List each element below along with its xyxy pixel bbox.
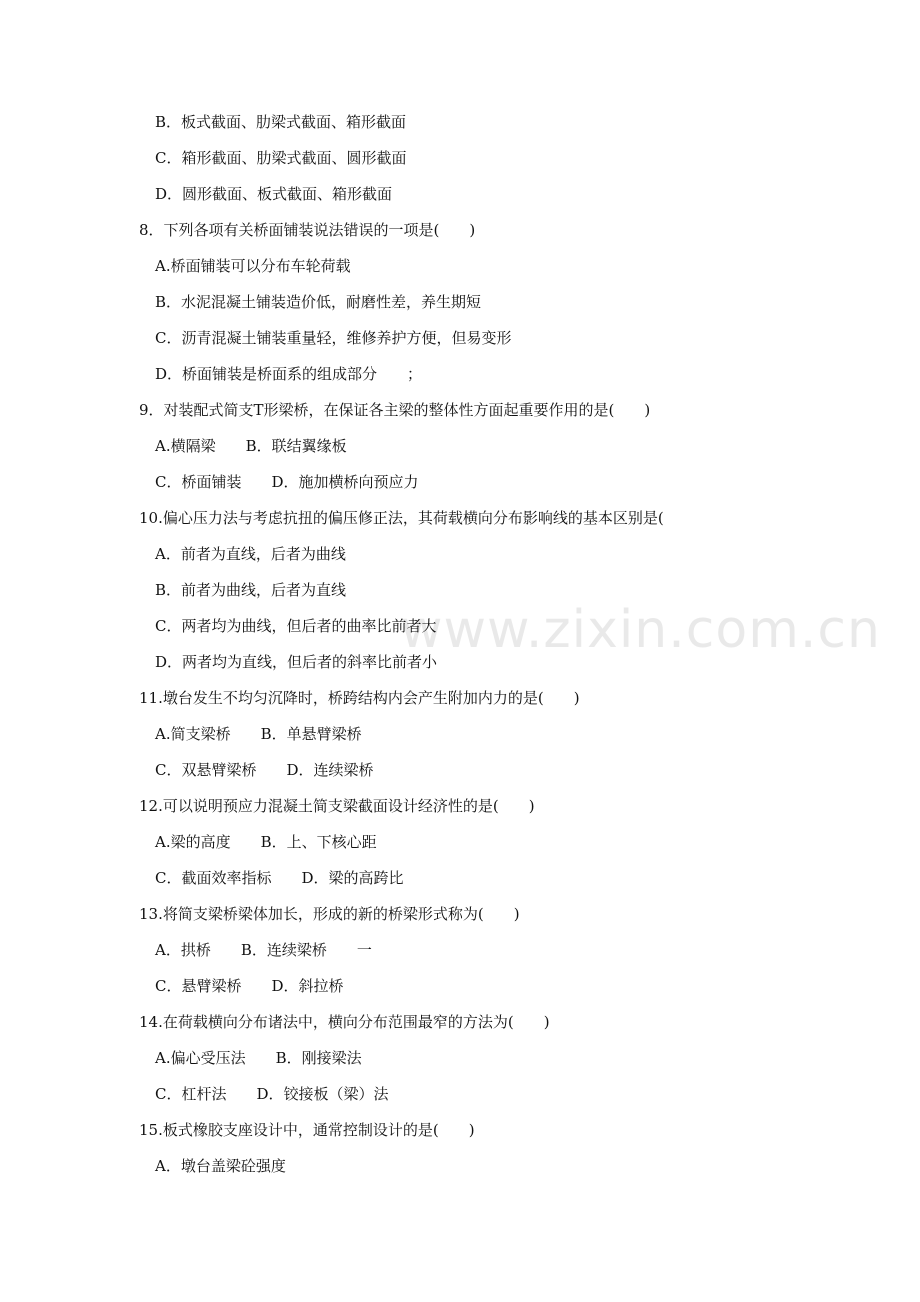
option-8-b: B．水泥混凝土铺装造价低，耐磨性差，养生期短 (155, 293, 482, 311)
option-10-d: D．两者均为直线，但后者的斜率比前者小 (155, 653, 438, 671)
options-13-ab: A．拱桥 B．连续梁桥 一 (155, 941, 372, 959)
option-7-d: D．圆形截面、板式截面、箱形截面 (155, 185, 393, 203)
options-11-ab: A.简支梁桥 B．单悬臂梁桥 (155, 725, 362, 743)
option-7-c: C．箱形截面、肋梁式截面、圆形截面 (155, 149, 407, 167)
options-9-ab: A.横隔梁 B．联结翼缘板 (155, 437, 347, 455)
option-10-c: C．两者均为曲线，但后者的曲率比前者大 (155, 617, 437, 635)
option-10-b: B．前者为曲线，后者为直线 (155, 581, 347, 599)
option-8-d: D．桥面铺装是桥面系的组成部分 ； (155, 365, 423, 383)
question-13: 13.将简支梁桥梁体加长，形成的新的桥梁形式称为( ) (139, 905, 520, 923)
question-9: 9．对装配式简支T形梁桥，在保证各主梁的整体性方面起重要作用的是( ) (139, 401, 651, 419)
options-11-cd: C．双悬臂梁桥 D．连续梁桥 (155, 761, 374, 779)
options-14-cd: C．杠杆法 D．铰接板（梁）法 (155, 1085, 389, 1103)
question-10: 10.偏心压力法与考虑抗扭的偏压修正法，其荷载横向分布影响线的基本区别是( (139, 509, 664, 527)
watermark: www.zixin.com.cn (400, 600, 881, 660)
option-7-b: B．板式截面、肋梁式截面、箱形截面 (155, 113, 407, 131)
question-15: 15.板式橡胶支座设计中，通常控制设计的是( ) (139, 1121, 475, 1139)
option-8-a: A.桥面铺装可以分布车轮荷载 (155, 257, 351, 275)
option-10-a: A．前者为直线，后者为曲线 (155, 545, 346, 563)
question-8: 8．下列各项有关桥面铺装说法错误的一项是( ) (139, 221, 476, 239)
options-12-cd: C．截面效率指标 D．梁的高跨比 (155, 869, 404, 887)
options-12-ab: A.梁的高度 B．上、下核心距 (155, 833, 377, 851)
options-13-cd: C．悬臂梁桥 D．斜拉桥 (155, 977, 344, 995)
question-12: 12.可以说明预应力混凝土简支梁截面设计经济性的是( ) (139, 797, 535, 815)
options-9-cd: C．桥面铺装 D．施加横桥向预应力 (155, 473, 419, 491)
options-14-ab: A.偏心受压法 B．刚接梁法 (155, 1049, 362, 1067)
option-8-c: C．沥青混凝土铺装重量轻，维修养护方便，但易变形 (155, 329, 512, 347)
question-11: 11.墩台发生不均匀沉降时，桥跨结构内会产生附加内力的是( ) (139, 689, 580, 707)
option-15-a: A．墩台盖梁砼强度 (155, 1157, 286, 1175)
question-14: 14.在荷载横向分布诸法中，横向分布范围最窄的方法为( ) (139, 1013, 550, 1031)
